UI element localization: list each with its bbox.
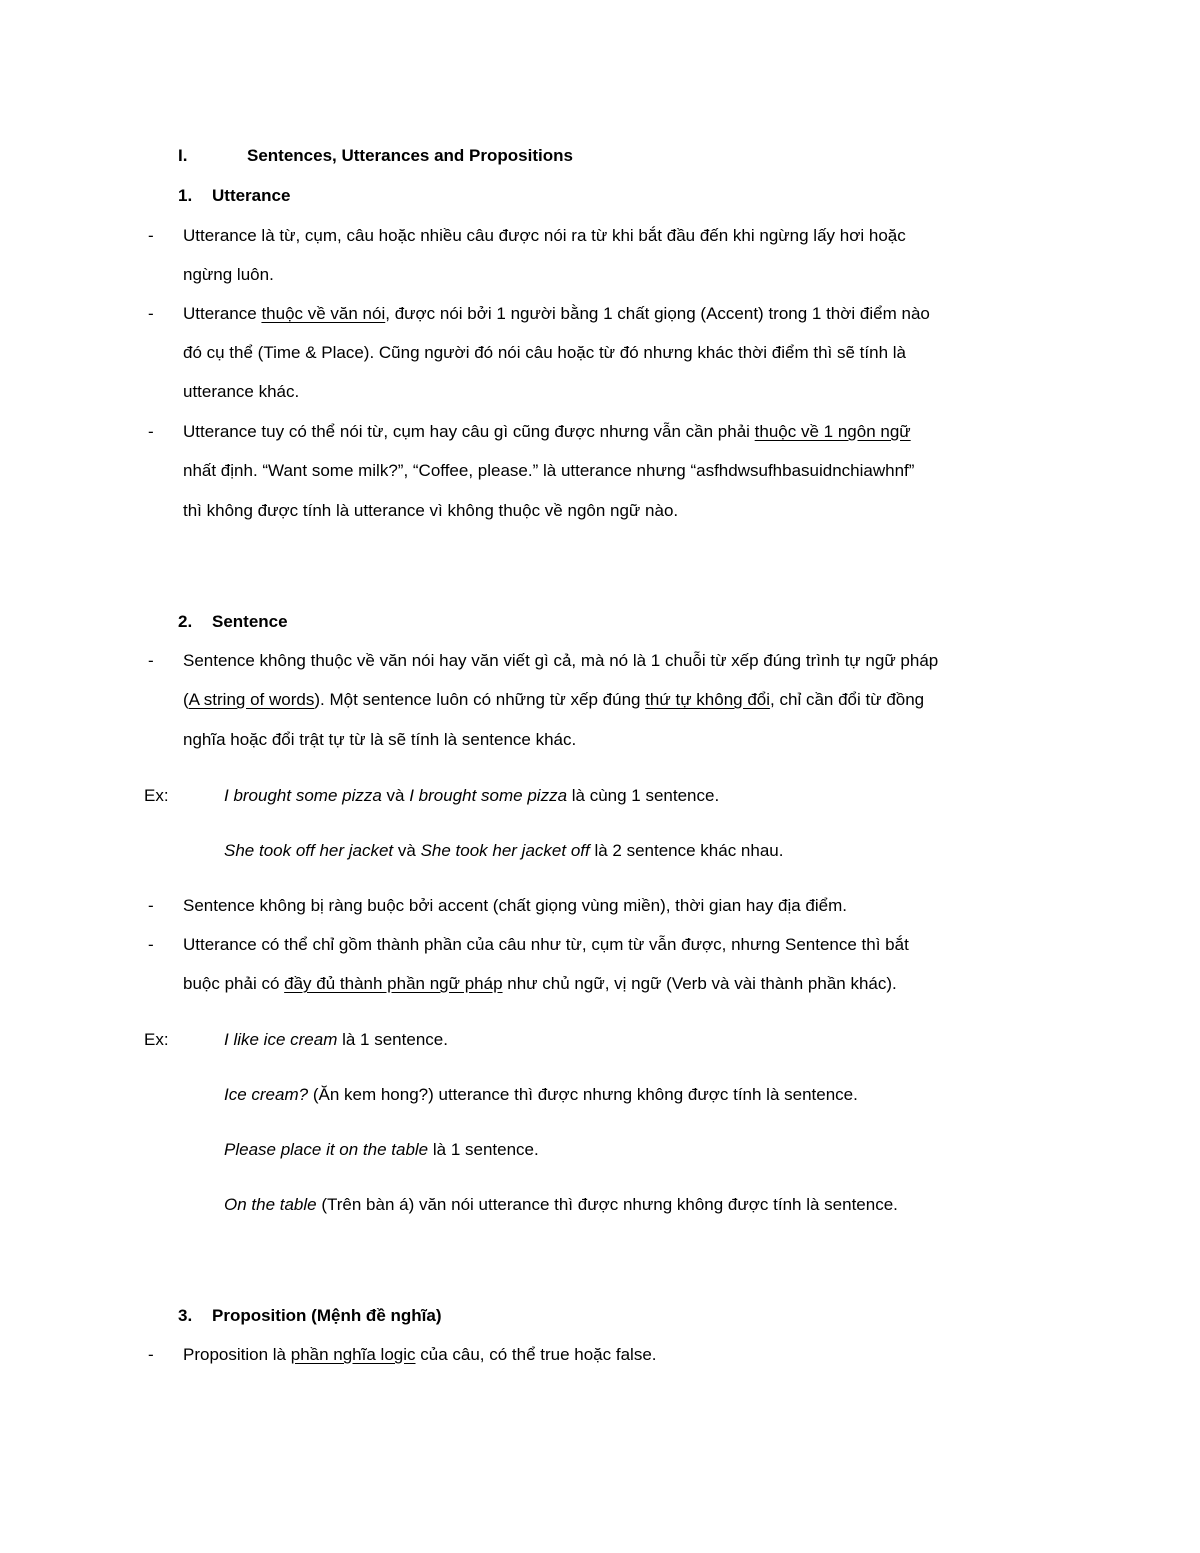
- underlined-phrase: đầy đủ thành phần ngữ pháp: [284, 974, 503, 993]
- sentence-point-1-line-2: (A string of words). Một sentence luôn có những từ xếp đúng thứ tự không đổi, chỉ cần đổi từ đồng: [183, 690, 925, 709]
- bullet-dash: -: [148, 935, 154, 954]
- proposition-heading: Proposition (Mệnh đề nghĩa): [212, 1306, 442, 1325]
- example-line: Please place it on the table là 1 sentence.: [224, 1140, 539, 1159]
- utterance-heading: Utterance: [212, 186, 291, 205]
- bullet-dash: -: [148, 226, 154, 245]
- underlined-phrase: thuộc về 1 ngôn ngữ: [754, 422, 911, 441]
- example-label: Ex:: [144, 1030, 169, 1049]
- sentence-point-1-line-3: nghĩa hoặc đổi trật tự từ là sẽ tính là sentence khác.: [183, 730, 577, 749]
- example-line: She took off her jacket và She took her jacket off là 2 sentence khác nhau.: [224, 841, 784, 860]
- utterance-point-3-line-2: nhất định. “Want some milk?”, “Coffee, please.” là utterance nhưng “asfhdwsufhbasuidnchiawhnf”: [183, 461, 915, 480]
- example-line: I like ice cream là 1 sentence.: [224, 1030, 448, 1049]
- utterance-point-1-line-1: Utterance là từ, cụm, câu hoặc nhiều câu được nói ra từ khi bắt đầu đến khi ngừng lấy hơi hoặc: [183, 226, 906, 245]
- utterance-point-3-line-1: Utterance tuy có thể nói từ, cụm hay câu gì cũng được nhưng vẫn cần phải thuộc về 1 ngôn ngữ: [183, 422, 911, 441]
- utterance-point-1-line-2: ngừng luôn.: [183, 265, 274, 284]
- bullet-dash: -: [148, 422, 154, 441]
- underlined-phrase: A string of words: [188, 690, 315, 709]
- proposition-point-1-line-1: Proposition là phần nghĩa logic của câu, có thể true hoặc false.: [183, 1345, 657, 1364]
- utterance-heading-number: 1.: [178, 186, 193, 205]
- bullet-dash: -: [148, 1345, 154, 1364]
- example-label: Ex:: [144, 786, 169, 805]
- underlined-phrase: thứ tự không đổi: [645, 690, 771, 709]
- utterance-point-2-line-3: utterance khác.: [183, 382, 300, 401]
- sentence-point-2-line-1: Sentence không bị ràng buộc bởi accent (chất giọng vùng miền), thời gian hay địa điểm.: [183, 896, 847, 915]
- section-numeral: I.: [178, 146, 188, 165]
- sentence-heading: Sentence: [212, 612, 288, 631]
- bullet-dash: -: [148, 896, 154, 915]
- sentence-heading-number: 2.: [178, 612, 193, 631]
- proposition-heading-number: 3.: [178, 1306, 193, 1325]
- example-line: I brought some pizza và I brought some pizza là cùng 1 sentence.: [224, 786, 720, 805]
- example-line: Ice cream? (Ăn kem hong?) utterance thì được nhưng không được tính là sentence.: [224, 1085, 858, 1104]
- bullet-dash: -: [148, 304, 154, 323]
- bullet-dash: -: [148, 651, 154, 670]
- sentence-point-1-line-1: Sentence không thuộc về văn nói hay văn viết gì cả, mà nó là 1 chuỗi từ xếp đúng trình tự ngữ pháp: [183, 651, 939, 670]
- example-line: On the table (Trên bàn á) văn nói utterance thì được nhưng không được tính là sentence.: [224, 1195, 898, 1214]
- underlined-phrase: phần nghĩa logic: [290, 1345, 416, 1364]
- utterance-point-2-line-2: đó cụ thể (Time & Place). Cũng người đó nói câu hoặc từ đó nhưng khác thời điểm thì sẽ tính là: [183, 343, 906, 362]
- section-title: Sentences, Utterances and Propositions: [247, 146, 573, 165]
- sentence-point-3-line-2: buộc phải có đầy đủ thành phần ngữ pháp như chủ ngữ, vị ngữ (Verb và vài thành phần khác).: [183, 974, 897, 993]
- underlined-phrase: thuộc về văn nói: [261, 304, 386, 323]
- utterance-point-3-line-3: thì không được tính là utterance vì không thuộc về ngôn ngữ nào.: [183, 501, 679, 520]
- sentence-point-3-line-1: Utterance có thể chỉ gồm thành phần của câu như từ, cụm từ vẫn được, nhưng Sentence thì bắt: [183, 935, 909, 954]
- utterance-point-2-line-1: Utterance thuộc về văn nói, được nói bởi 1 người bằng 1 chất giọng (Accent) trong 1 thời điểm nào: [183, 304, 930, 323]
